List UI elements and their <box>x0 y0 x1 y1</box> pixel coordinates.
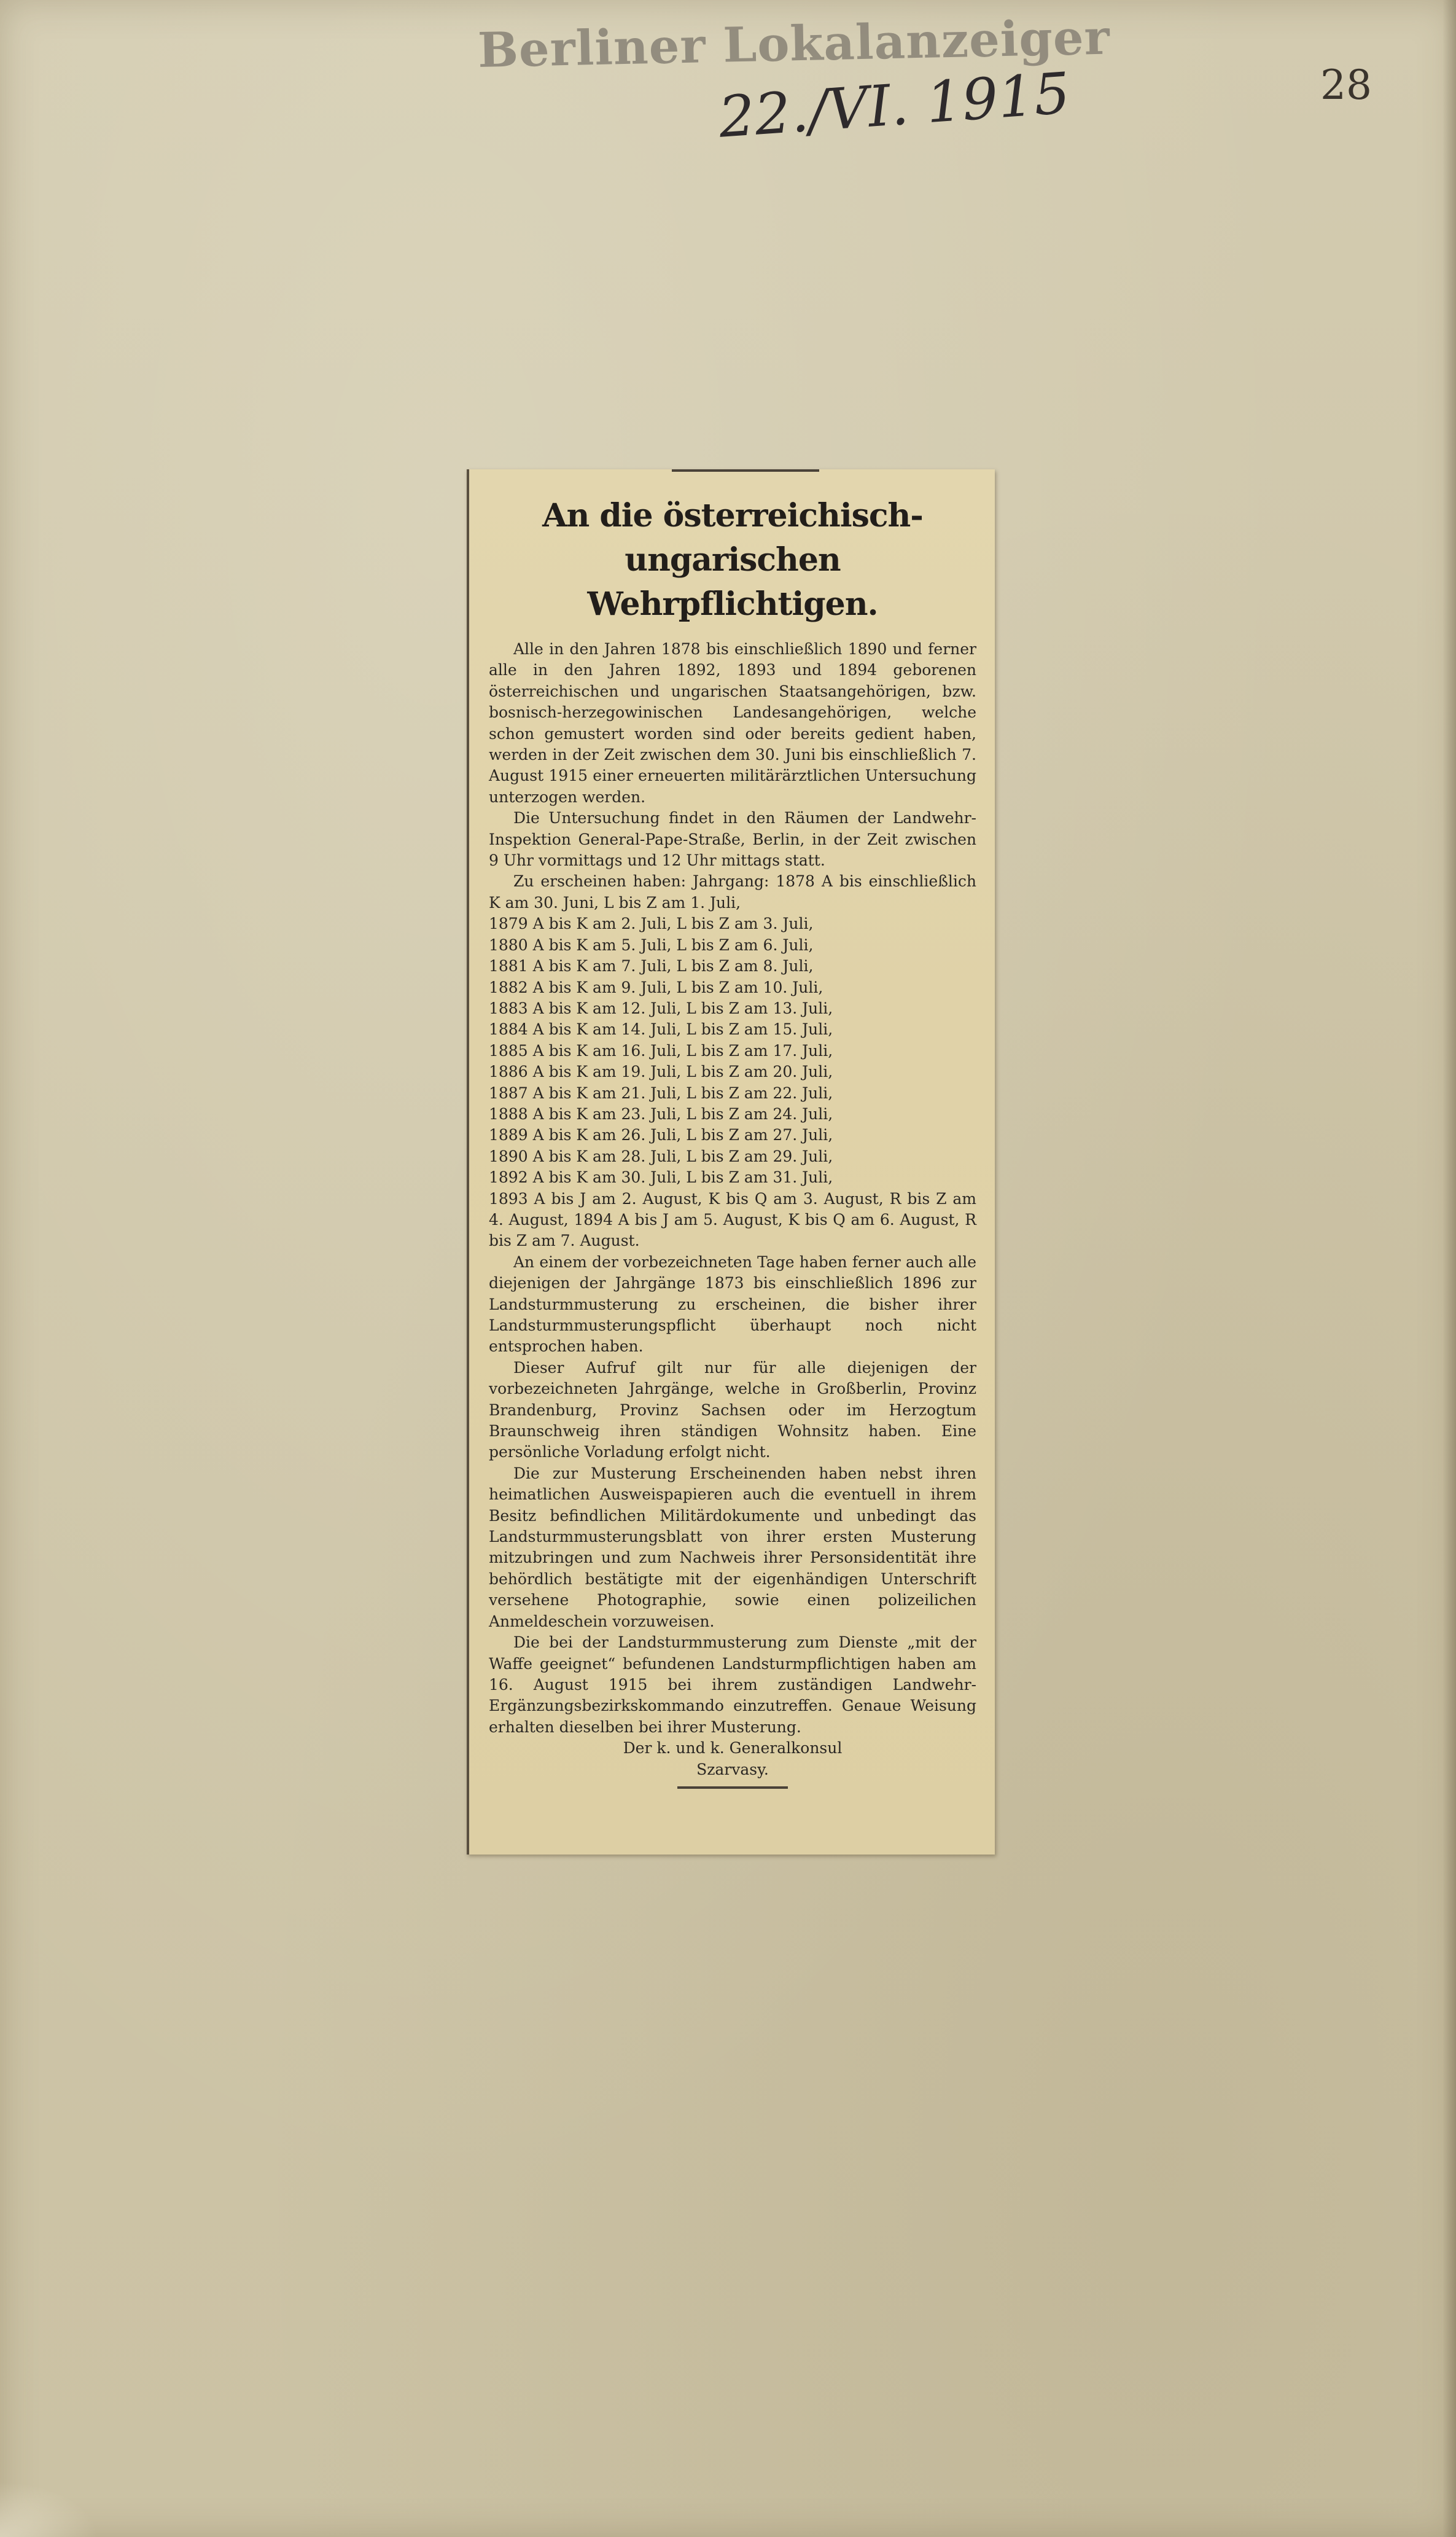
article-headline <box>489 494 976 627</box>
schedule-row: 1882 A bis K am 9. Juli, L bis Z am 10. Juli, <box>489 978 823 996</box>
schedule-row: 1890 A bis K am 28. Juli, L bis Z am 29. Juli, <box>489 1147 833 1165</box>
newspaper-clipping <box>467 469 995 1855</box>
schedule-row: 1886 A bis K am 19. Juli, L bis Z am 20. Juli, <box>489 1063 833 1081</box>
paragraph-landsturm: An einem der vorbezeichneten Tage haben ferner auch alle diejenigen der Jahrgänge 1873 bis einschließlich 1896 zur Landsturmmusterung zu erscheinen, die bisher ihrer Landsturmmusterungspflicht überhaupt noch nicht entsprochen haben. <box>489 1253 976 1356</box>
signature-title: Der k. und k. Generalkonsul <box>623 1739 843 1757</box>
schedule-row: 1889 A bis K am 26. Juli, L bis Z am 27. Juli, <box>489 1126 833 1144</box>
schedule-row: 1884 A bis K am 14. Juli, L bis Z am 15. Juli, <box>489 1020 833 1039</box>
schedule-row: 1887 A bis K am 21. Juli, L bis Z am 22. Juli, <box>489 1084 833 1102</box>
schedule-august: 1893 A bis J am 2. August, K bis Q am 3. August, R bis Z am 4. August, 1894 A bis J am 5. August, K bis Q am 6. August, R bis Z am 7. August. <box>489 1189 976 1250</box>
paragraph-reporting: Die bei der Landsturmmusterung zum Dienste „mit der Waffe geeignet“ befundenen Landsturmpflichtigen haben am 16. August 1915 bei ihrem zuständigen Landwehr- Ergänzungsbezirkskommando einzutreffen. Genaue Weisung erhalten dieselben bei ihrer Musterung. <box>489 1633 976 1736</box>
page-number: 28 <box>1320 61 1372 109</box>
schedule-row: 1881 A bis K am 7. Juli, L bis Z am 8. Juli, <box>489 957 814 975</box>
signature-name: Szarvasy. <box>696 1760 769 1778</box>
schedule-row: 1880 A bis K am 5. Juli, L bis Z am 6. Juli, <box>489 936 814 954</box>
schedule-row: 1885 A bis K am 16. Juli, L bis Z am 17. Juli, <box>489 1041 833 1060</box>
top-rule <box>672 469 819 472</box>
paragraph-documents: Die zur Musterung Erscheinenden haben nebst ihren heimatlichen Ausweispapieren auch die eventuell in ihrem Besitz befindlichen Militärdokumente und unbedingt das Landsturmmusterungsblatt von ihrer ersten Musterung mitzubringen und zum Nachweis ihrer Personsidentität ihre behördlich bestätigte mit der eigenhändigen Unterschrift versehene Photographie, sowie einen polizeilichen Anmeldeschein vorzuweisen. <box>489 1464 976 1630</box>
paragraph-scope: Dieser Aufruf gilt nur für alle diejenigen der vorbezeichneten Jahrgänge, welche in Großberlin, Provinz Brandenburg, Provinz Sachsen oder im Herzogtum Braunschweig ihren ständigen Wohnsitz haben. Eine persönliche Vorladung erfolgt nicht. <box>489 1358 976 1461</box>
paragraph-location: Die Untersuchung findet in den Räumen der Landwehr-Inspektion General-Pape-Straße, Berlin, in der Zeit zwischen 9 Uhr vormittags und 12 Uhr mittags statt. <box>489 809 976 870</box>
signature-block <box>489 1738 976 1780</box>
headline-line-2: Wehrpflichtigen. <box>587 585 878 623</box>
paragraph-schedule-intro: Zu erscheinen haben: Jahrgang: 1878 A bis einschließlich K am 30. Juni, L bis Z am 1. Juli, <box>489 872 976 912</box>
schedule-row: 1879 A bis K am 2. Juli, L bis Z am 3. Juli, <box>489 915 814 933</box>
bottom-rule <box>677 1786 788 1789</box>
schedule-row: 1892 A bis K am 30. Juli, L bis Z am 31. Juli, <box>489 1168 833 1187</box>
headline-line-1: An die österreichisch-ungarischen <box>542 497 923 579</box>
paragraph-call-up: Alle in den Jahren 1878 bis einschließlich 1890 und ferner alle in den Jahren 1892, 1893 und 1894 geborenen österreichischen und ungarischen Staatsangehörigen, bzw. bosnisch-herzegowinischen Landesangehörigen, welche schon gemustert worden sind oder bereits gedient haben, werden in der Zeit zwischen dem 30. Juni bis einschließlich 7. August 1915 einer erneuerten militärärztlichen Untersuchung unterzogen werden. <box>489 640 976 806</box>
schedule-row: 1883 A bis K am 12. Juli, L bis Z am 13. Juli, <box>489 999 833 1017</box>
source-stamp: Berliner Lokalanzeiger <box>477 9 1111 79</box>
page-edge-shadow <box>1442 0 1456 2537</box>
page-corner-wear <box>0 2482 98 2537</box>
schedule-list <box>489 913 976 1188</box>
handwritten-date: 22./VI. 1915 <box>716 60 1072 150</box>
schedule-row: 1888 A bis K am 23. Juli, L bis Z am 24. Juli, <box>489 1104 833 1123</box>
article-body <box>489 639 976 1738</box>
